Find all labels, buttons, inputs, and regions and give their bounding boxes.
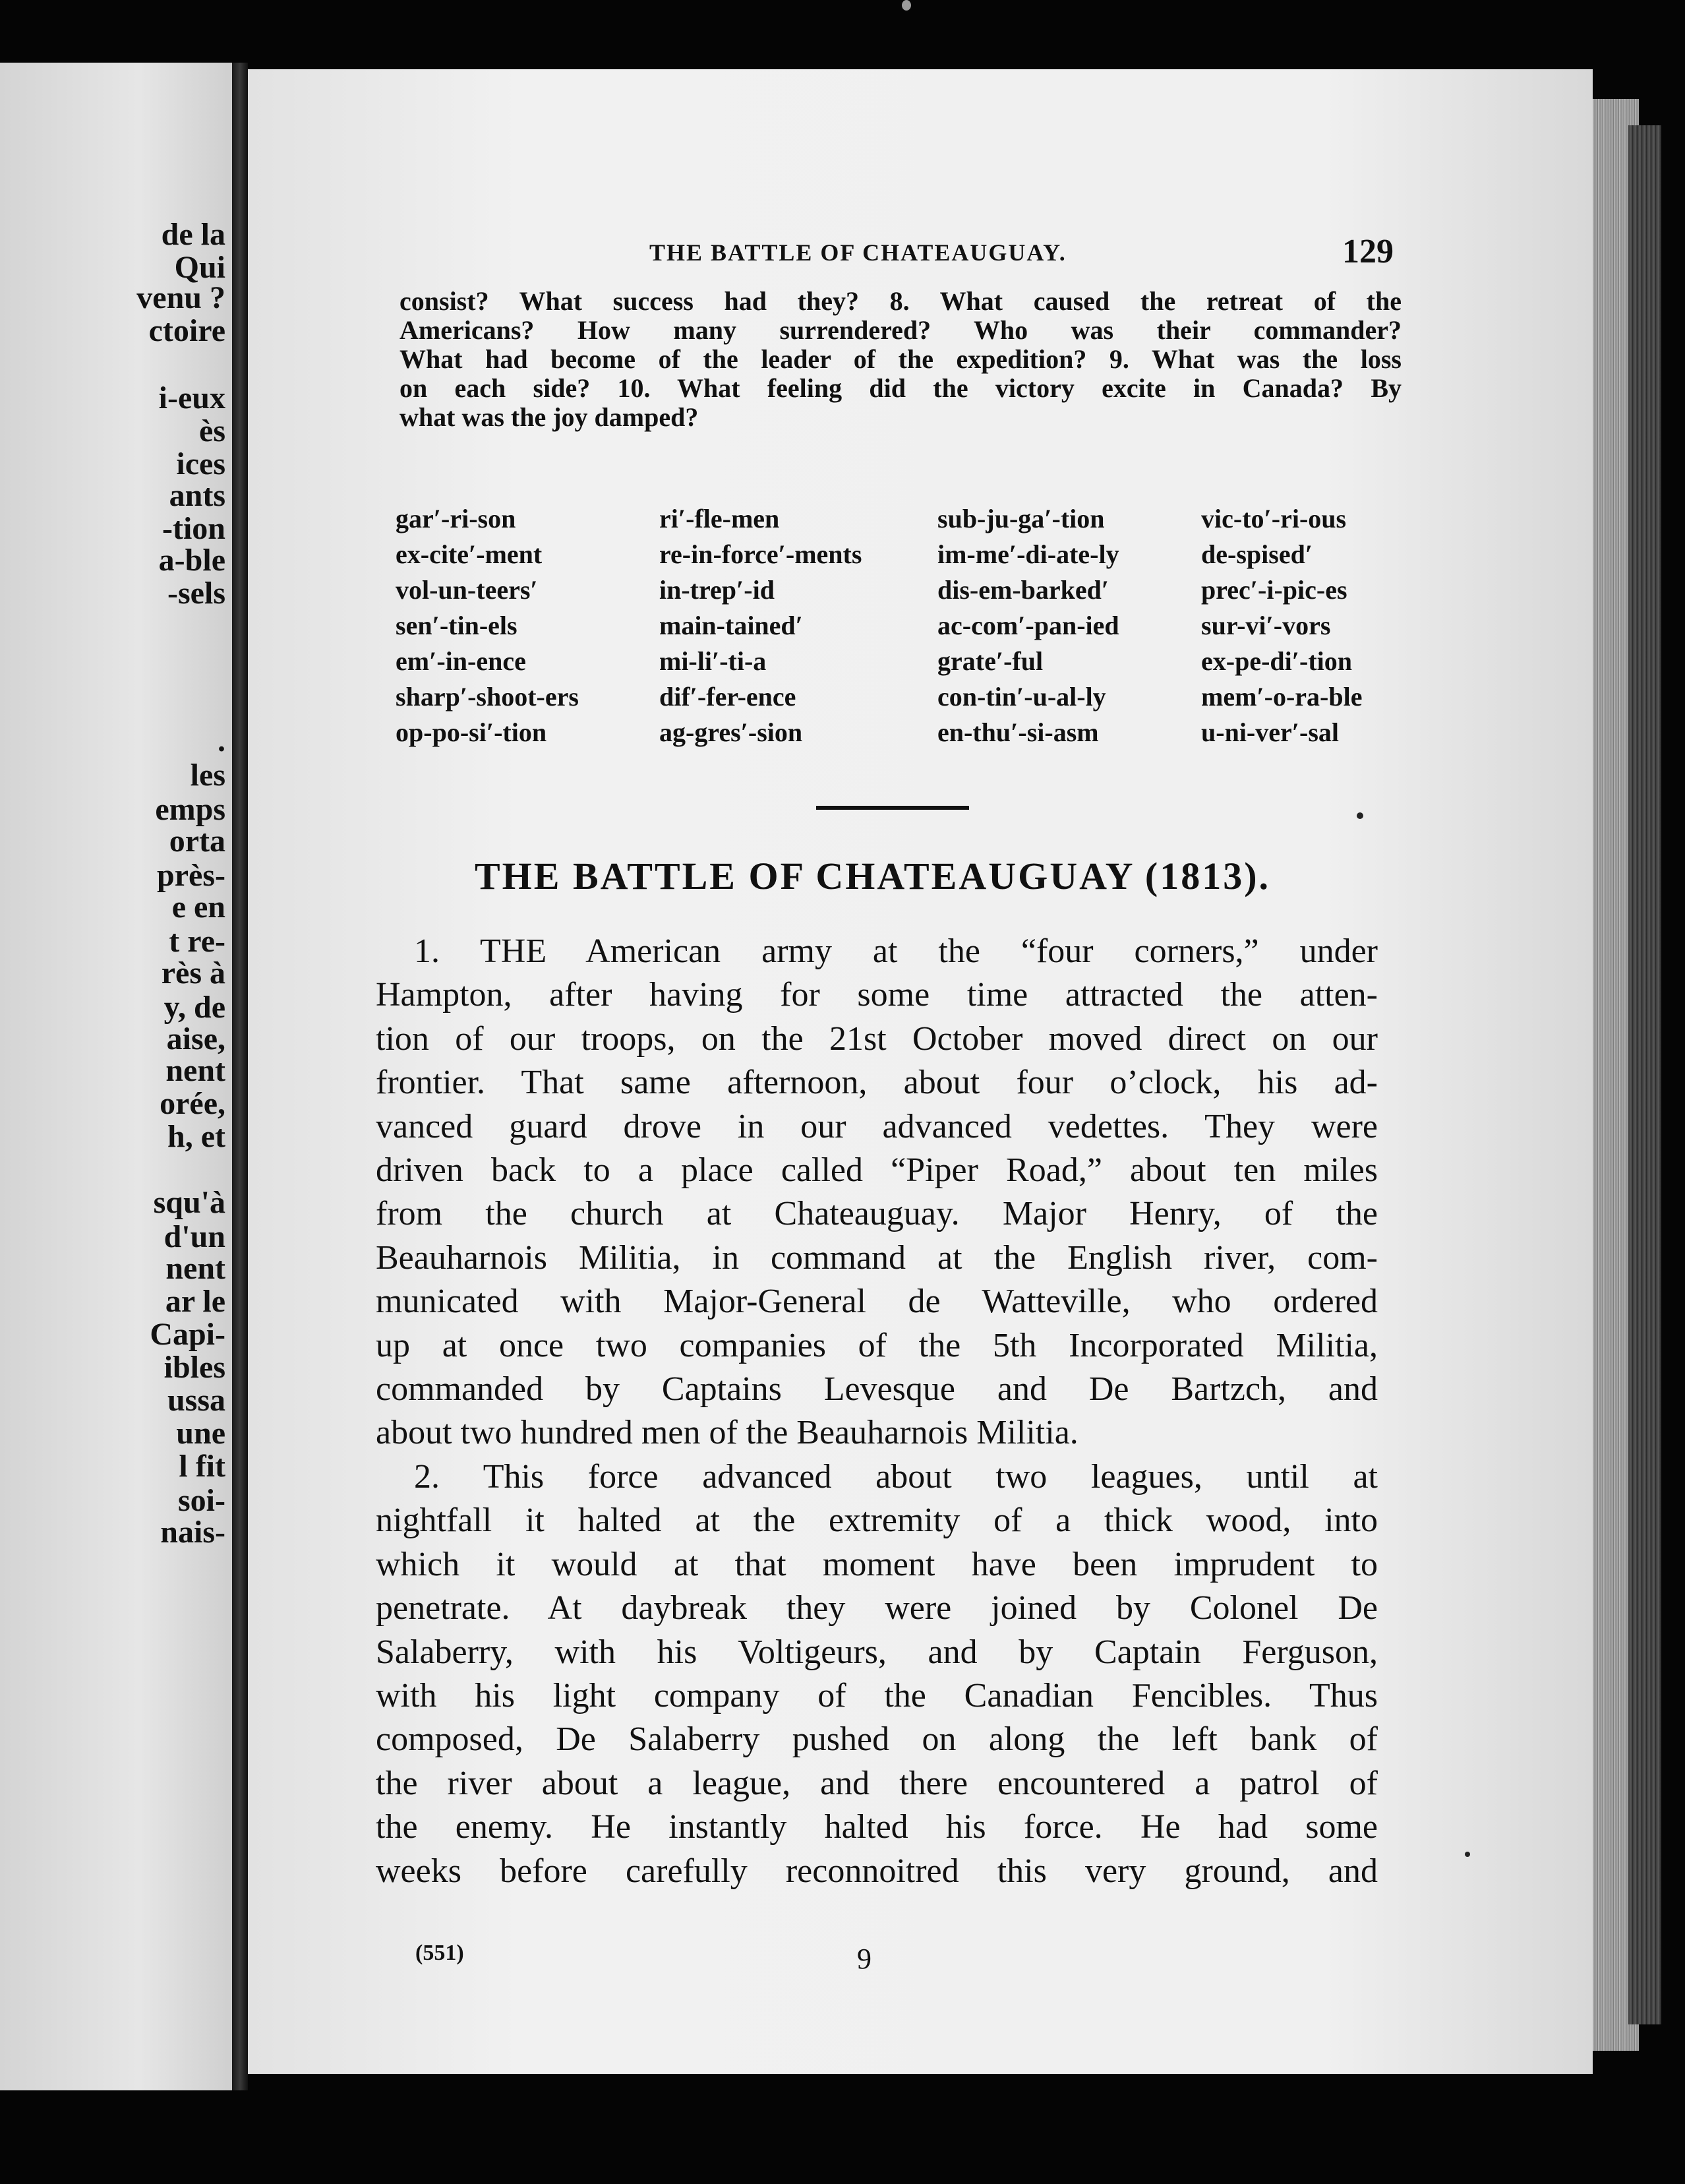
left-page-line: nent	[165, 1053, 225, 1088]
paragraph-line: Hampton, after having for some time attracted the atten-	[376, 976, 1378, 1014]
left-page-line: une	[176, 1416, 225, 1451]
paragraph-line: Beauharnois Militia, in command at the English river, com-	[376, 1238, 1378, 1277]
section-divider	[816, 806, 969, 810]
paragraph-line: up at once two companies of the 5th Incorporated Militia,	[376, 1326, 1378, 1364]
vocabulary-word: de-spised′	[1201, 539, 1313, 569]
vocabulary-word: ri′-fle-men	[659, 504, 780, 533]
left-page-line: a-ble	[158, 543, 225, 578]
vocabulary-word: vol-un-teers′	[396, 575, 538, 605]
vocabulary-word: ac-com′-pan-ied	[937, 611, 1119, 640]
vocabulary-word: mi-li′-ti-a	[659, 646, 767, 676]
page-number: 129	[1342, 233, 1394, 270]
paragraph-line: 2. This force advanced about two leagues, until at	[414, 1457, 1378, 1496]
left-page-line: e en	[171, 890, 225, 925]
gathering-mark: 9	[857, 1943, 872, 1975]
paragraph-line: driven back to a place called “Piper Road,” about ten miles	[376, 1151, 1378, 1190]
left-page-line: soi-	[178, 1483, 225, 1518]
vocabulary-word: ag-gres′-sion	[659, 717, 803, 747]
left-page-line: -sels	[167, 576, 225, 611]
paragraph-line: municated with Major-General de Watteville, who ordered	[376, 1283, 1378, 1321]
left-page-line: orée,	[160, 1086, 225, 1121]
vocabulary-word: con-tin′-u-al-ly	[937, 682, 1106, 712]
vocabulary-word: u-ni-ver′-sal	[1201, 717, 1340, 747]
vocabulary-word: sur-vi′-vors	[1201, 611, 1331, 640]
vocabulary-word: in-trep′-id	[659, 575, 775, 605]
scan-speck	[1465, 1852, 1470, 1857]
left-page-line: d'un	[163, 1219, 225, 1254]
vocabulary-word: gar′-ri-son	[396, 504, 516, 533]
vocabulary-word: sen′-tin-els	[396, 611, 517, 640]
chapter-title: THE BATTLE OF CHATEAUGUAY (1813).	[475, 855, 1271, 897]
paragraph-line: frontier. That same afternoon, about four o’clock, his ad-	[376, 1064, 1378, 1102]
vocabulary-word: em′-in-ence	[396, 646, 526, 676]
vocabulary-word: sub-ju-ga′-tion	[937, 504, 1105, 533]
vocabulary-word: re-in-force′-ments	[659, 539, 862, 569]
vocabulary-word: im-me′-di-ate-ly	[937, 539, 1119, 569]
paragraph-line: penetrate. At daybreak they were joined by Colonel De	[376, 1589, 1378, 1627]
scan-speck	[1357, 812, 1363, 819]
paragraph-line: from the church at Chateauguay. Major Henry, of the	[376, 1195, 1378, 1233]
left-page-line: les	[190, 758, 225, 793]
question-line: Americans? How many surrendered? Who was their commander?	[399, 315, 1402, 345]
left-page-line: nais-	[160, 1515, 225, 1550]
left-page-line: ussa	[167, 1383, 225, 1418]
vocabulary-word: main-tained′	[659, 611, 803, 640]
page-edges-dark	[1628, 125, 1661, 2024]
question-line: what was the joy damped?	[399, 402, 699, 432]
left-page-line: de la	[161, 217, 225, 252]
left-page-line: t re-	[169, 924, 225, 959]
left-page-line: emps	[155, 792, 225, 827]
left-page	[0, 63, 232, 2090]
left-page-line: ants	[169, 478, 225, 513]
left-page-line: venu ?	[136, 280, 225, 315]
left-page-line: -tion	[162, 511, 225, 546]
left-page-line: ès	[199, 413, 225, 448]
left-page-line: ibles	[163, 1350, 225, 1385]
vocabulary-word: grate′-ful	[937, 646, 1044, 676]
book-gutter	[232, 63, 248, 2090]
vocabulary-column	[937, 501, 1119, 750]
running-head: THE BATTLE OF CHATEAUGUAY.	[649, 239, 1067, 266]
paragraph-line: which it would at that moment have been imprudent to	[376, 1545, 1378, 1583]
left-page-line: ctoire	[148, 313, 225, 348]
left-page-line: rès à	[161, 956, 225, 990]
paragraph-line: the enemy. He instantly halted his force. He had some	[376, 1808, 1378, 1846]
paragraph-line: nightfall it halted at the extremity of a thick wood, into	[376, 1502, 1378, 1540]
left-page-line: orta	[169, 824, 225, 859]
question-line: on each side? 10. What feeling did the victory excite in Canada? By	[399, 373, 1402, 403]
paragraph-line: 1. THE American army at the “four corners,” under	[414, 932, 1378, 970]
paragraph-line: tion of our troops, on the 21st October moved direct on our	[376, 1019, 1378, 1058]
left-page-line: l fit	[179, 1449, 225, 1484]
vocabulary-word: mem′-o-ra-ble	[1201, 682, 1363, 712]
scan-speck	[902, 0, 911, 11]
vocabulary-word: en-thu′-si-asm	[937, 717, 1099, 747]
left-page-line: aise,	[166, 1021, 225, 1056]
left-page-line: Qui	[174, 250, 225, 285]
review-questions	[399, 287, 1402, 432]
vocabulary-word: ex-pe-di′-tion	[1201, 646, 1353, 676]
vocabulary-word: dif′-fer-ence	[659, 682, 796, 712]
paragraph-line: composed, De Salaberry pushed on along the left bank of	[376, 1720, 1378, 1759]
vocabulary-column	[396, 501, 579, 750]
vocabulary-word: ex-cite′-ment	[396, 539, 543, 569]
paragraph-line: the river about a league, and there encountered a patrol of	[376, 1764, 1378, 1802]
paragraph-line: weeks before carefully reconnoitred this very ground, and	[376, 1852, 1378, 1890]
question-line: consist? What success had they? 8. What caused the retreat of the	[399, 286, 1402, 316]
paragraph-line: with his light company of the Canadian Fencibles. Thus	[376, 1676, 1378, 1714]
vocabulary-column	[659, 501, 862, 750]
left-page-line: y, de	[163, 990, 225, 1025]
left-page-line: ices	[176, 446, 225, 481]
left-page-line: .	[218, 723, 225, 758]
left-page-line: Capi-	[150, 1317, 225, 1352]
signature-mark: (551)	[415, 1941, 464, 1965]
paragraph-line: about two hundred men of the Beauharnois Militia.	[376, 1414, 1079, 1452]
vocabulary-column	[1201, 501, 1362, 750]
vocabulary-word: prec′-i-pic-es	[1201, 575, 1347, 605]
left-page-line: i-eux	[158, 380, 225, 415]
vocabulary-word: sharp′-shoot-ers	[396, 682, 579, 712]
vocabulary-word: op-po-si′-tion	[396, 717, 547, 747]
paragraph-line: vanced guard drove in our advanced vedettes. They were	[376, 1107, 1378, 1145]
left-page-line: nent	[165, 1251, 225, 1286]
left-page-line: ar le	[165, 1284, 225, 1319]
chapter-body	[376, 930, 1378, 1893]
paragraph-line: Salaberry, with his Voltigeurs, and by Captain Ferguson,	[376, 1633, 1378, 1671]
left-page-line: près-	[157, 858, 225, 893]
paragraph-line: commanded by Captains Levesque and De Bartzch, and	[376, 1370, 1378, 1409]
vocabulary-word: dis-em-barked′	[937, 575, 1109, 605]
question-line: What had become of the leader of the expedition? 9. What was the loss	[399, 344, 1402, 374]
vocabulary-word: vic-to′-ri-ous	[1201, 504, 1347, 533]
left-page-line: squ'à	[153, 1185, 225, 1220]
left-page-line: h, et	[167, 1119, 225, 1154]
